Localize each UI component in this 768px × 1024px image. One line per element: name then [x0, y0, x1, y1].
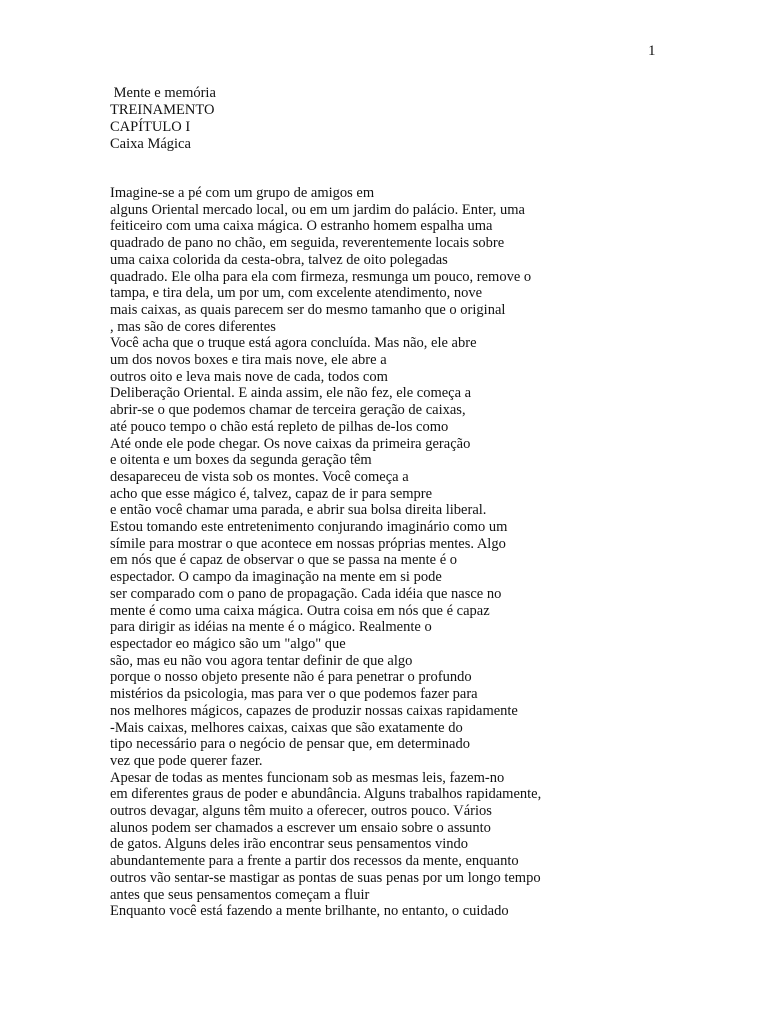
body-line: abrir-se o que podemos chamar de terceira geração de caixas,	[110, 402, 466, 419]
body-line: nos melhores mágicos, capazes de produzir nossas caixas rapidamente	[110, 702, 518, 719]
body-line: outros vão sentar-se mastigar as pontas de suas penas por um longo tempo	[110, 869, 541, 886]
body-line: -Mais caixas, melhores caixas, caixas que são exatamente do	[110, 719, 463, 736]
body-line: em nós que é capaz de observar o que se passa na mente é o	[110, 552, 458, 569]
section-title: TREINAMENTO	[110, 102, 215, 118]
body-line: de gatos. Alguns deles irão encontrar seus pensamentos vindo	[110, 836, 468, 853]
body-line: mistérios da psicologia, mas para ver o que podemos fazer para	[110, 686, 478, 703]
body-line: abundantemente para a frente a partir dos recessos da mente, enquanto	[110, 853, 519, 870]
body-line: quadrado. Ele olha para ela com firmeza, resmunga um pouco, remove o	[110, 268, 532, 285]
body-line: Imagine-se a pé com um grupo de amigos em	[110, 185, 375, 201]
chapter-heading	[110, 85, 216, 153]
page-number: 1	[648, 43, 656, 59]
body-line: Apesar de todas as mentes funcionam sob as mesmas leis, fazem-no	[110, 769, 505, 786]
body-line: antes que seus pensamentos começam a fluir	[110, 886, 370, 903]
body-line: Deliberação Oriental. E ainda assim, ele não fez, ele começa a	[110, 385, 472, 402]
body-line: e então você chamar uma parada, e abrir sua bolsa direita liberal.	[110, 502, 487, 519]
body-line: outros devagar, alguns têm muito a oferecer, outros pouco. Vários	[110, 803, 492, 820]
body-line: , mas são de cores diferentes	[110, 318, 276, 335]
body-line: até pouco tempo o chão está repleto de pilhas de-los como	[110, 418, 449, 435]
chapter-number: CAPÍTULO I	[110, 119, 191, 135]
chapter-title: Caixa Mágica	[110, 136, 191, 152]
body-line: espectador eo mágico são um "algo" que	[110, 635, 346, 652]
body-line: uma caixa colorida da cesta-obra, talvez de oito polegadas	[110, 251, 448, 268]
body-line: são, mas eu não vou agora tentar definir de que algo	[110, 652, 413, 669]
body-line: tipo necessário para o negócio de pensar que, em determinado	[110, 736, 470, 753]
body-line: acho que esse mágico é, talvez, capaz de ir para sempre	[110, 485, 433, 502]
body-line: alguns Oriental mercado local, ou em um jardim do palácio. Enter, uma	[110, 201, 525, 218]
body-line: Você acha que o truque está agora concluída. Mas não, ele abre	[110, 335, 477, 352]
body-line: Estou tomando este entretenimento conjurando imaginário como um	[110, 519, 508, 536]
body-line: quadrado de pano no chão, em seguida, reverentemente locais sobre	[110, 235, 505, 252]
book-title: Mente e memória	[110, 85, 216, 101]
body-text	[110, 185, 630, 920]
body-line: em diferentes graus de poder e abundância. Alguns trabalhos rapidamente,	[110, 786, 542, 803]
body-line: espectador. O campo da imaginação na mente em si pode	[110, 569, 442, 586]
body-line: porque o nosso objeto presente não é para penetrar o profundo	[110, 669, 472, 686]
body-line: símile para mostrar o que acontece em nossas próprias mentes. Algo	[110, 535, 506, 552]
body-line: desapareceu de vista sob os montes. Você começa a	[110, 468, 409, 485]
body-line: alunos podem ser chamados a escrever um ensaio sobre o assunto	[110, 819, 491, 836]
body-line: um dos novos boxes e tira mais nove, ele abre a	[110, 352, 387, 369]
body-line: Enquanto você está fazendo a mente brilhante, no entanto, o cuidado	[110, 903, 509, 920]
body-line: e oitenta e um boxes da segunda geração têm	[110, 452, 372, 469]
body-line: ser comparado com o pano de propagação. Cada idéia que nasce no	[110, 585, 502, 602]
body-line: mente é como uma caixa mágica. Outra coisa em nós que é capaz	[110, 602, 490, 619]
body-line: para dirigir as idéias na mente é o mágico. Realmente o	[110, 619, 432, 636]
body-line: vez que pode querer fazer.	[110, 752, 263, 769]
body-line: Até onde ele pode chegar. Os nove caixas da primeira geração	[110, 435, 471, 452]
body-line: outros oito e leva mais nove de cada, todos com	[110, 368, 388, 385]
body-line: feiticeiro com uma caixa mágica. O estranho homem espalha uma	[110, 218, 493, 235]
body-line: mais caixas, as quais parecem ser do mesmo tamanho que o original	[110, 301, 506, 318]
body-line: tampa, e tira dela, um por um, com excelente atendimento, nove	[110, 285, 483, 302]
